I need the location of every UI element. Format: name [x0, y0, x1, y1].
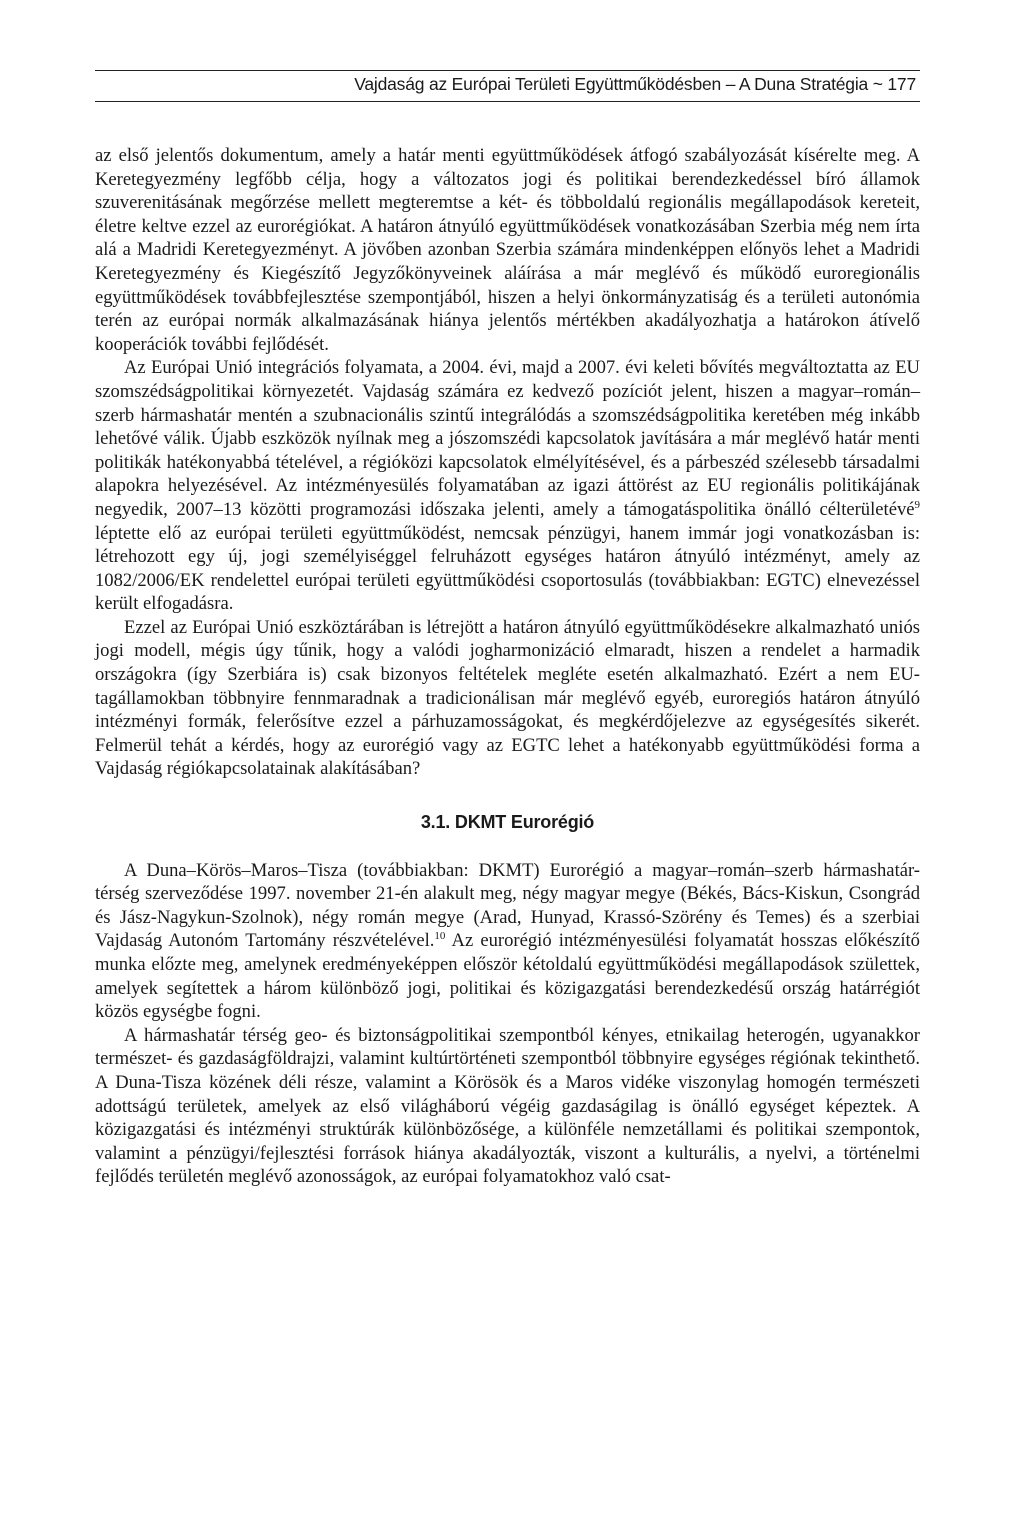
running-header: [95, 70, 920, 102]
body-text: [95, 144, 920, 1189]
footnote-marker-10: 10: [434, 930, 446, 943]
paragraph-2-text-after: léptette elő az európai területi együttműködést, nemcsak pénzügyi, hanem immár jogi vonatkozásban is: létrehozott egy új, jogi személyiséggel felruházott egységes határon átnyúló intézményt, amely az 1082/2006/EK rendelettel európai területi együttműködési csoportosulás (továbbiakban: EGTC) elnevezéssel került elfogadásra.: [95, 522, 920, 615]
paragraph-2: [95, 356, 920, 616]
paragraph-5: A hármashatár térség geo- és biztonságpolitikai szempontból kényes, etnikailag heterogén, ugyanakkor természet- és gazdaságföldrajzi, valamint kultúrtörténeti szempontból többnyire egységes régiónak tekinthető. A Duna-Tisza közének déli része, valamint a Körösök és a Maros vidéke viszonylag homogén természeti adottságú területek, amelyek az első világháború végéig gazdaságilag is önálló egységet képeztek. A közigazgatási és intézményi struktúrák különbözősége, a különféle nemzetállami és politikai szempontok, valamint a pénzügyi/fejlesztési források hiánya akadályozták, viszont a kulturális, a nyelvi, a történelmi fejlődés területén meglévő azonosságok, az európai folyamatokhoz való csat-: [95, 1024, 920, 1188]
paragraph-2-text-before: Az Európai Unió integrációs folyamata, a 2004. évi, majd a 2007. évi keleti bővítés megváltoztatta az EU szomszédságpolitikai környezetét. Vajdaság számára ez kedvező pozíciót jelent, hiszen a magyar–román–szerb hármashatár mentén a szubnacionális szintű integrálódás a szomszédságpolitika keretében még inkább lehetővé válik. Újabb eszközök nyílnak meg a jószomszédi kapcsolatok javítására a már meglévő határ menti politikák hatékonyabbá tételével, a régióközi kapcsolatok elmélyítésével, és a párbeszéd szélesebb társadalmi alapokra helyezésével. Az intézményesülés folyamatában az igazi áttörést az EU regionális politikájának negyedik, 2007–13 közötti programozási időszaka jelenti, amely a támogatáspolitika önálló célterületévé: [95, 357, 920, 520]
section-heading: 3.1. DKMT Eurorégió: [420, 812, 595, 833]
paragraph-4-text-before: A Duna–Körös–Maros–Tisza (továbbiakban: DKMT) Eurorégió a magyar–román–szerb hármashatár-térség szerveződése 1997. november 21-én alakult meg, négy magyar megye (Békés, Bács-Kiskun, Csongrád és Jász-Nagykun-Szolnok), négy román megye (Arad, Hunyad, Krassó-Szörény és Temes) és a szerbiai Vajdaság Autonóm Tartomány részvételével.: [95, 859, 920, 952]
footnote-marker-9: 9: [914, 498, 920, 511]
paragraph-1: az első jelentős dokumentum, amely a határ menti együttműködések átfogó szabályozását kísérelte meg. A Keretegyezmény legfőbb célja, hogy a változatos jogi és politikai berendezkedéssel bíró államok szuverenitásának megőrzése mellett megteremtse a két- és többoldalú regionális megállapodások kereteit, életre keltve ezzel az eurorégiókat. A határon átnyúló együttműködések vonatkozásában Szerbia még nem írta alá a Madridi Keretegyezményt. A jövőben azonban Szerbia számára mindenképpen előnyös lehet a Madridi Keretegyezmény és Kiegészítő Jegyzőkönyveinek aláírása a már meglévő és működő euroregionális együttműködések továbbfejlesztése szempontjából, hiszen a helyi önkormányzatiság és a területi autonómia terén az európai normák alkalmazásának hiánya jelentős mértékben akadályozhatja a határokon átívelő kooperációk további fejlődését.: [95, 145, 920, 355]
paragraph-4-text-after: Az eurorégió intézményesülési folyamatát hosszas előkészítő munka előzte meg, amelynek eredményeképpen először kétoldalú együttműködési megállapodások születtek, amelyek segítettek a három különböző jogi, politikai és közigazgatási berendezkedésű ország határrégiót közös egységbe fogni.: [95, 930, 920, 1023]
page: [95, 70, 920, 1189]
running-header-title: Vajdaság az Európai Területi Együttműködésben – A Duna Stratégia ~ 177: [354, 74, 916, 94]
paragraph-3: Ezzel az Európai Unió eszköztárában is létrejött a határon átnyúló együttműködésekre alkalmazható uniós jogi modell, mégis úgy tűnik, hogy a valódi jogharmonizáció elmaradt, hiszen a rendelet a harmadik országokra (így Szerbiára is) csak bizonyos feltételek megléte esetén alkalmazható. Ezért a nem EU-tagállamokban többnyire fennmaradnak a tradicionálisan már meglévő egyéb, euroregiós határon átnyúló intézményi formák, felerősítve ezzel a párhuzamosságokat, és megkérdőjelezve az egységesítés sikerét. Felmerül tehát a kérdés, hogy az eurorégió vagy az EGTC lehet a hatékonyabb együttműködési forma a Vajdaság régiókapcsolatainak alakításában?: [95, 616, 920, 780]
paragraph-4: [95, 859, 920, 1024]
